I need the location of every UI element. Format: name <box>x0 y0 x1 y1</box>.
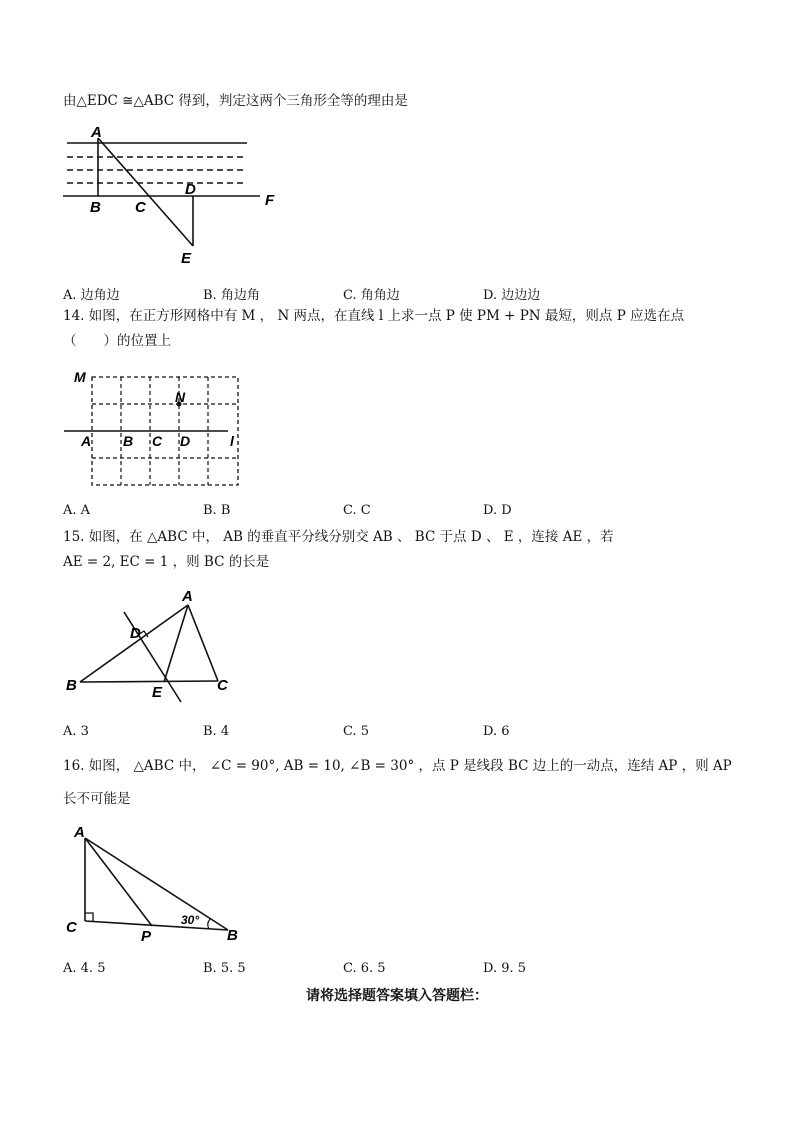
q13-label-b: B <box>90 199 101 216</box>
q14-option-a: A. A <box>63 503 91 518</box>
q13-seg-ae <box>98 138 193 246</box>
q14-stem-2: （ ）的位置上 <box>63 333 171 349</box>
q16-stem: 16. 如图， △ABC 中， ∠C = 90°, AB = 10, ∠B = 30° ，点 P 是线段 BC 边上的一动点，连结 AP ，则 AP <box>63 758 732 774</box>
q15-option-c: C. 5 <box>343 724 370 739</box>
q16-label-c: C <box>66 919 77 936</box>
answer-instruction: 请将选择题答案填入答题栏： <box>306 988 488 1004</box>
q16-right-angle <box>85 913 93 921</box>
q13-figure <box>55 120 295 270</box>
q14-label-d: D <box>180 433 191 449</box>
q15-label-d: D <box>130 625 141 642</box>
q13-option-a: A. 边角边 <box>63 288 120 303</box>
q15-seg-ac <box>188 605 218 681</box>
q16-angle-arc <box>208 919 210 929</box>
q15-stem-2: AE = 2, EC = 1 ，则 BC 的长是 <box>63 554 270 570</box>
q16-label-p: P <box>141 928 152 945</box>
q16-figure <box>60 820 250 950</box>
q16-stem-2: 长不可能是 <box>63 791 131 807</box>
q16-seg-cb <box>85 921 228 930</box>
q14-stem: 14. 如图，在正方形网格中有 M ， N 两点，在直线 l 上求一点 P 使 PM + PN 最短，则点 P 应选在点 <box>63 308 685 324</box>
q13-option-c: C. 角角边 <box>343 288 400 303</box>
q16-option-c: C. 6. 5 <box>343 961 386 976</box>
q15-option-b: B. 4 <box>203 724 230 739</box>
q16-seg-ap <box>85 838 152 926</box>
q14-label-l: l <box>230 433 234 449</box>
q14-option-b: B. B <box>203 503 231 518</box>
q13-label-f: F <box>265 192 275 209</box>
q14-figure <box>60 365 260 495</box>
q15-label-c: C <box>217 677 228 694</box>
q16-option-b: B. 5. 5 <box>203 961 246 976</box>
q16-label-a: A <box>74 824 85 841</box>
q15-figure <box>60 580 250 710</box>
q14-label-b: B <box>123 433 134 449</box>
q14-option-d: D. D <box>483 503 512 518</box>
q13-label-d: D <box>185 181 196 198</box>
q13-label-e: E <box>181 250 192 267</box>
q14-option-c: C. C <box>343 503 371 518</box>
q14-label-n: N <box>175 389 186 405</box>
q14-label-c: C <box>152 433 163 449</box>
q13-label-a: A <box>91 124 102 141</box>
q15-option-d: D. 6 <box>483 724 510 739</box>
q15-stem: 15. 如图，在 △ABC 中， AB 的垂直平分线分别交 AB 、 BC 于点 D 、 E ，连接 AE ，若 <box>63 529 614 545</box>
q16-seg-ab <box>85 838 228 930</box>
q13-stem: 由△EDC ≅△ABC 得到，判定这两个三角形全等的理由是 <box>63 93 408 109</box>
q15-option-a: A. 3 <box>63 724 89 739</box>
q15-seg-ae <box>164 605 188 682</box>
q16-option-a: A. 4. 5 <box>63 961 106 976</box>
q15-label-b: B <box>66 677 77 694</box>
q14-label-a: A <box>81 433 92 449</box>
q15-label-a: A <box>182 588 193 605</box>
q15-seg-ab <box>80 605 188 682</box>
q13-option-d: D. 边边边 <box>483 288 541 303</box>
q16-option-d: D. 9. 5 <box>483 961 527 976</box>
q13-label-c: C <box>135 199 146 216</box>
q14-label-m: M <box>74 369 86 385</box>
q13-option-b: B. 角边角 <box>203 288 260 303</box>
q16-label-b: B <box>227 927 238 944</box>
q15-label-e: E <box>152 684 163 701</box>
q15-seg-bc <box>80 681 218 682</box>
q16-label-angle: 30° <box>181 913 200 927</box>
